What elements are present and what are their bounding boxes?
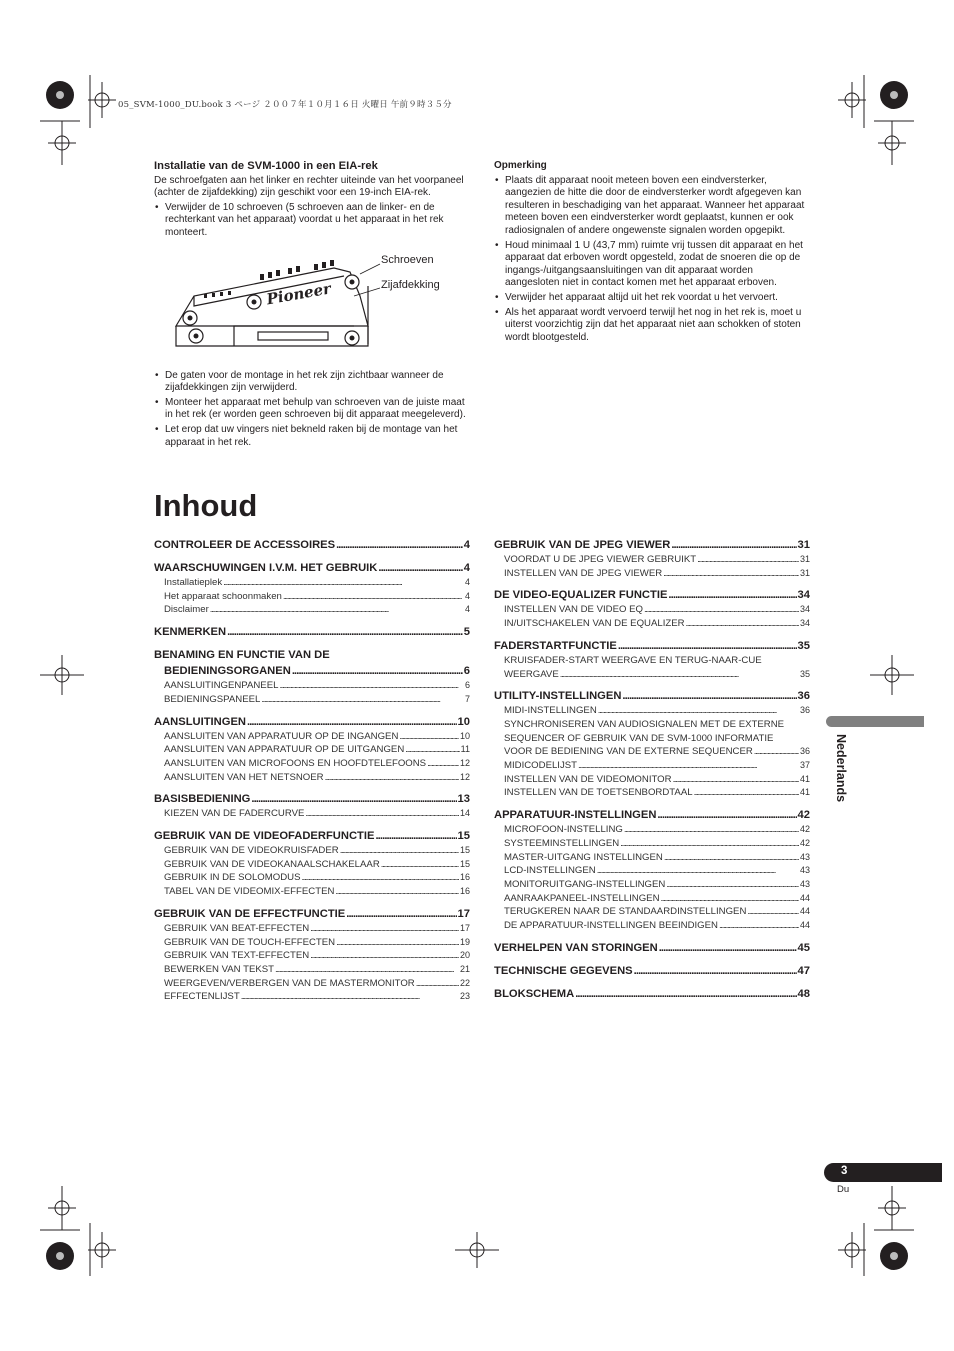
toc-leader <box>405 743 459 757</box>
toc-chapter <box>494 638 810 654</box>
toc-leader <box>325 771 459 785</box>
toc-chapter <box>154 537 470 553</box>
side-tab-label: Nederlands <box>834 734 848 803</box>
toc-leader <box>657 807 796 823</box>
toc-leader <box>346 906 456 922</box>
toc-subsection <box>494 759 810 773</box>
toc-page-number: 35 <box>797 639 810 652</box>
toc-subsection <box>154 885 470 899</box>
toc-subsection <box>154 858 470 872</box>
toc-group <box>494 638 810 681</box>
toc-subsection <box>154 922 470 936</box>
toc-entry-title: INSTELLEN VAN DE VIDEOMONITOR <box>504 773 672 785</box>
toc-entry-title: BEWERKEN VAN TEKST <box>164 963 274 975</box>
toc-leader <box>754 745 799 759</box>
toc-entry-title: INSTELLEN VAN DE TOETSENBORDTAAL <box>504 787 693 799</box>
toc-leader <box>673 773 799 787</box>
toc-page-number: 36 <box>799 746 810 757</box>
toc-leader <box>261 693 464 707</box>
toc-entry-title: Installatieplek <box>164 577 223 588</box>
toc-leader <box>668 587 796 603</box>
toc-page-number: 45 <box>797 941 810 954</box>
toc-entry-title: GEBRUIK VAN BEAT-EFFECTEN <box>164 922 310 934</box>
toc-subsection-line: SYNCHRONISEREN VAN AUDIOSIGNALEN MET DE EXTERNE <box>504 718 785 730</box>
toc-subsection <box>494 786 810 800</box>
toc-page-number: 7 <box>464 693 470 704</box>
toc-subsection <box>494 773 810 787</box>
toc-chapter <box>154 663 470 679</box>
toc-page-number: 34 <box>797 589 810 602</box>
toc-subsection <box>494 864 810 878</box>
toc-entry-title: BLOKSCHEMA <box>494 987 575 1000</box>
toc-subsection <box>154 936 470 950</box>
toc-page-number: 4 <box>463 539 470 551</box>
toc-subsection <box>154 603 470 617</box>
toc-leader <box>275 963 459 977</box>
toc-page-number: 16 <box>459 872 470 883</box>
label-screws: Schroeven <box>381 253 434 266</box>
toc-page-number: 21 <box>459 963 470 974</box>
toc-leader <box>247 714 457 730</box>
toc-leader <box>697 553 799 567</box>
toc-leader <box>336 537 463 553</box>
toc-page-number: 23 <box>459 991 470 1002</box>
toc-entry-title: MASTER-UITGANG INSTELLINGEN <box>504 851 663 863</box>
toc-chapter <box>494 688 810 704</box>
toc-leader <box>223 576 464 590</box>
toc-page-number: 44 <box>799 920 810 931</box>
toc-page-number: 4 <box>464 604 470 615</box>
toc-page-number: 12 <box>459 757 470 768</box>
device-illustration <box>154 246 470 364</box>
toc-entry-title: WEERGEVEN/VERBERGEN VAN DE MASTERMONITOR <box>164 977 415 989</box>
toc-group <box>494 688 810 800</box>
toc-page-number: 13 <box>457 793 470 806</box>
toc-subsection <box>154 844 470 858</box>
toc-entry-title: VOOR DE BEDIENING VAN DE EXTERNE SEQUENCER <box>504 746 753 758</box>
toc-title: Inhoud <box>154 488 258 523</box>
toc-subsection <box>154 771 470 785</box>
toc-leader <box>375 828 456 844</box>
toc-leader <box>686 617 799 631</box>
toc-page-number: 42 <box>799 824 810 835</box>
install-bullets-top <box>154 202 470 240</box>
toc-leader <box>399 730 459 744</box>
toc-page-number: 31 <box>799 554 810 564</box>
toc-page-number: 36 <box>797 690 810 703</box>
toc-subsection <box>494 603 810 617</box>
toc-chapter <box>154 560 470 576</box>
toc-subsection <box>154 730 470 744</box>
toc-subsection <box>494 905 810 919</box>
toc-chapter <box>154 624 470 640</box>
toc-entry-title: GEBRUIK VAN DE VIDEOKANAALSCHAKELAAR <box>164 858 380 870</box>
toc-entry-title: IN/UITSCHAKELEN VAN DE EQUALIZER <box>504 618 685 630</box>
toc-entry-title: GEBRUIK IN DE SOLOMODUS <box>164 872 301 884</box>
toc-subsection <box>494 892 810 906</box>
toc-entry-title: BASISBEDIENING <box>154 793 251 806</box>
toc-subsection <box>494 919 810 933</box>
toc-entry-title: TERUGKEREN NAAR DE STANDAARDINSTELLINGEN <box>504 906 747 918</box>
toc-leader <box>378 560 462 576</box>
toc-subsection <box>154 679 470 693</box>
toc-leader <box>279 679 464 693</box>
toc-subsection <box>494 567 810 581</box>
toc-leader <box>283 590 464 604</box>
toc-entry-title: DE APPARATUUR-INSTELLINGEN BEEINDIGEN <box>504 920 718 932</box>
toc-page-number: 17 <box>457 907 470 920</box>
toc-group <box>154 714 470 785</box>
toc-subsection <box>494 823 810 837</box>
toc-leader <box>251 791 456 807</box>
toc-leader <box>560 668 799 682</box>
toc-entry-title: MICROFOON-INSTELLING <box>504 824 623 836</box>
toc-page-number: 11 <box>460 744 470 755</box>
toc-page-number: 42 <box>797 809 810 822</box>
toc-subsection <box>154 963 470 977</box>
toc-chapter <box>494 940 810 956</box>
page-number-badge <box>824 1163 942 1182</box>
toc-group <box>154 906 470 1004</box>
toc-leader <box>335 885 459 899</box>
toc-entry-title: BEDIENINGSPANEEL <box>164 693 261 705</box>
toc-chapter-heading: BENAMING EN FUNCTIE VAN DE <box>154 649 330 662</box>
toc-subsection <box>494 553 810 567</box>
toc-page-number: 44 <box>799 892 810 903</box>
toc-entry-title: GEBRUIK VAN DE JPEG VIEWER <box>494 539 671 551</box>
install-section <box>154 160 470 451</box>
toc-entry-title: Disclaimer <box>164 604 209 616</box>
toc-subsection <box>154 990 470 1004</box>
toc-entry-title: FADERSTARTFUNCTIE <box>494 639 617 652</box>
toc-chapter <box>494 587 810 603</box>
toc-subsection-line: KRUISFADER-START WEERGAVE EN TERUG-NAAR-CUE <box>504 654 762 666</box>
toc-right-column <box>494 537 810 1009</box>
toc-leader <box>666 878 799 892</box>
toc-entry-title: KIEZEN VAN DE FADERCURVE <box>164 808 305 820</box>
toc-group <box>154 828 470 899</box>
toc-page-number: 4 <box>463 562 470 574</box>
toc-page-number: 6 <box>463 665 470 678</box>
install-bullet: • Verwijder de 10 schroeven (5 schroeven aan de linker- en de rechterkant van het apparaat) voordat u het apparaat in het rek monteert. <box>154 202 470 240</box>
toc-chapter <box>494 807 810 823</box>
toc-page-number: 19 <box>459 936 470 947</box>
toc-page-number: 37 <box>799 760 810 771</box>
toc-leader <box>622 688 796 704</box>
toc-page-number: 34 <box>799 604 810 615</box>
toc-page-number: 14 <box>459 808 470 819</box>
install-bullet: • Monteer het apparaat met behulp van schroeven van de juiste maat in het rek (er worden geen schroeven bij dit apparaat meegeleverd). <box>154 397 470 422</box>
toc-page-number: 36 <box>799 705 810 716</box>
toc-subsection <box>494 837 810 851</box>
toc-page-number: 4 <box>464 590 470 601</box>
language-code: Du <box>837 1184 850 1195</box>
note-item: • Houd minimaal 1 U (43,7 mm) ruimte vrij tussen dit apparaat en het apparaat dat erboven wordt opgesteld, zodat de snoeren die op de ingangs-/uitgangsaansluitingen van dit apparaat worden aangesloten niet in contact komen met het apparaat erboven. <box>494 240 810 290</box>
note-item: • Verwijder het apparaat altijd uit het rek voordat u het vervoert. <box>494 292 810 305</box>
toc-leader <box>634 963 797 979</box>
toc-leader <box>292 663 463 679</box>
toc-group <box>154 624 470 640</box>
toc-group <box>154 537 470 553</box>
toc-group <box>494 807 810 933</box>
toc-page-number: 43 <box>799 878 810 889</box>
toc-entry-title: LCD-INSTELLINGEN <box>504 865 596 877</box>
toc-page-number: 31 <box>797 539 810 551</box>
toc-page-number: 12 <box>459 771 470 782</box>
toc-group <box>154 560 470 617</box>
toc-group <box>494 587 810 630</box>
toc-entry-title: SYSTEEMINSTELLINGEN <box>504 837 620 849</box>
toc-page-number: 35 <box>799 668 810 679</box>
note-section <box>494 160 810 346</box>
toc-subsection <box>154 576 470 590</box>
toc-leader <box>575 986 796 1002</box>
toc-page-number: 22 <box>459 977 470 988</box>
toc-entry-title: GEBRUIK VAN DE EFFECTFUNCTIE <box>154 907 346 920</box>
toc-leader <box>241 990 459 1004</box>
toc-entry-title: MONITORUITGANG-INSTELLINGEN <box>504 878 666 890</box>
install-bullets-bottom <box>154 370 470 450</box>
toc-leader <box>381 858 459 872</box>
toc-entry-title: VERHELPEN VAN STORINGEN <box>494 941 658 954</box>
toc-page-number: 41 <box>799 773 810 784</box>
toc-subsection <box>154 949 470 963</box>
toc-leader <box>624 823 799 837</box>
toc-subsection <box>154 807 470 821</box>
toc-group <box>494 940 810 956</box>
install-bullet: • De gaten voor de montage in het rek zijn zichtbaar wanneer de zijafdekkingen zijn verwijderd. <box>154 370 470 395</box>
toc-page-number: 34 <box>799 618 810 629</box>
toc-entry-title: KENMERKEN <box>154 626 227 639</box>
toc-subsection <box>494 668 810 682</box>
toc-page-number: 31 <box>799 567 810 578</box>
toc-entry-title: VOORDAT U DE JPEG VIEWER GEBRUIKT <box>504 554 697 565</box>
toc-leader <box>301 871 459 885</box>
toc-leader <box>427 757 459 771</box>
toc-entry-title: AANSLUITEN VAN APPARATUUR OP DE INGANGEN <box>164 730 399 742</box>
install-bullet: • Let erop dat uw vingers niet bekneld raken bij de montage van het apparaat in het rek. <box>154 424 470 449</box>
toc-leader <box>620 837 799 851</box>
install-intro: De schroefgaten aan het linker en rechter uiteinde van het voorpaneel (achter de zijafdekking) zijn geschikt voor een 19-inch EIA-rek. <box>154 174 464 199</box>
toc-group <box>494 537 810 580</box>
toc-chapter <box>154 906 470 922</box>
toc-leader <box>578 759 799 773</box>
toc-entry-title: EFFECTENLIJST <box>164 991 240 1003</box>
toc-leader <box>618 638 797 654</box>
toc-entry-title: BEDIENINGSORGANEN <box>164 665 291 678</box>
toc-leader <box>719 919 799 933</box>
install-title: Installatie van de SVM-1000 in een EIA-rek <box>154 160 378 172</box>
toc-page-number: 4 <box>464 577 470 587</box>
toc-leader <box>416 977 459 991</box>
print-file-info: 05_SVM-1000_DU.book 3 ページ ２００７年１０月１６日 火曜日 午前９時３５分 <box>118 100 452 110</box>
toc-subsection <box>154 871 470 885</box>
toc-entry-title: TECHNISCHE GEGEVENS <box>494 964 633 977</box>
toc-leader <box>336 936 459 950</box>
toc-page-number: 47 <box>797 964 810 977</box>
toc-leader <box>644 603 799 617</box>
toc-group <box>494 986 810 1002</box>
toc-subsection <box>154 757 470 771</box>
toc-page-number: 6 <box>464 680 470 691</box>
side-tab-bar <box>826 716 924 727</box>
toc-entry-title: APPARATUUR-INSTELLINGEN <box>494 809 657 822</box>
toc-entry-title: GEBRUIK VAN DE TOUCH-EFFECTEN <box>164 936 336 948</box>
note-item: • Plaats dit apparaat nooit meteen boven een eindversterker, aangezien de hitte die door de eindversterker wordt afgegeven kan resulteren in beschadiging van het apparaat. Wanneer het apparaat meteen boven een eindversterker wordt geplaatst, kunnen er ook radiosignalen of andere ongewenste signalen worden opgepikt. <box>494 175 810 238</box>
toc-entry-title: AANSLUITEN VAN APPARATUUR OP DE UITGANGEN <box>164 744 405 756</box>
toc-subsection-line: SEQUENCER OF GEBRUIK VAN DE SVM-1000 INFORMATIE <box>504 732 774 744</box>
toc-entry-title: MIDICODELIJST <box>504 760 578 772</box>
toc-page-number: 15 <box>459 858 470 869</box>
toc-subsection <box>494 851 810 865</box>
toc-leader <box>598 704 799 718</box>
toc-group <box>154 647 470 706</box>
note-item: • Als het apparaat wordt vervoerd terwijl het nog in het rek is, moet u uiterst voorzichtig zijn dat het apparaat niet aan schokken of stoten wordt blootgesteld. <box>494 307 810 345</box>
toc-entry-title: WAARSCHUWINGEN I.V.M. HET GEBRUIK <box>154 562 378 574</box>
toc-leader <box>227 624 463 640</box>
side-tab-language <box>826 732 856 852</box>
pioneer-logo: Pioneer <box>265 279 333 309</box>
toc-page-number: 20 <box>459 950 470 961</box>
note-bullets <box>494 175 810 345</box>
toc-leader <box>310 949 459 963</box>
toc-entry-title: GEBRUIK VAN TEXT-EFFECTEN <box>164 950 310 962</box>
toc-entry-title: Het apparaat schoonmaken <box>164 590 282 602</box>
toc-page-number: 43 <box>799 865 810 876</box>
toc-leader <box>597 864 799 878</box>
toc-leader <box>310 922 459 936</box>
toc-leader <box>340 844 459 858</box>
toc-subsection <box>494 878 810 892</box>
page-number: 3 <box>841 1165 848 1177</box>
toc-subsection <box>494 617 810 631</box>
toc-page-number: 44 <box>799 906 810 917</box>
toc-entry-title: AANSLUITINGEN <box>154 715 246 728</box>
toc-chapter <box>154 828 470 844</box>
toc-entry-title: AANRAAKPANEEL-INSTELLINGEN <box>504 892 660 904</box>
toc-subsection <box>154 590 470 604</box>
toc-group <box>494 963 810 979</box>
toc-entry-title: CONTROLEER DE ACCESSOIRES <box>154 539 336 551</box>
toc-leader <box>663 567 799 581</box>
toc-entry-title: TABEL VAN DE VIDEOMIX-EFFECTEN <box>164 886 335 898</box>
toc-page-number: 41 <box>799 787 810 798</box>
toc-leader <box>747 905 799 919</box>
toc-chapter <box>494 963 810 979</box>
toc-page-number: 10 <box>459 730 470 741</box>
toc-page-number: 17 <box>459 922 470 933</box>
toc-page-number: 10 <box>457 715 470 728</box>
toc-entry-title: WEERGAVE <box>504 668 559 680</box>
toc-leader <box>671 537 796 553</box>
toc-entry-title: DE VIDEO-EQUALIZER FUNCTIE <box>494 589 668 602</box>
toc-entry-title: AANSLUITEN VAN MICROFOONS EN HOOFDTELEFOONS <box>164 757 427 769</box>
toc-leader <box>661 892 799 906</box>
toc-entry-title: AANSLUITINGENPANEEL <box>164 680 279 692</box>
toc-page-number: 43 <box>799 851 810 862</box>
toc-leader <box>210 603 464 617</box>
toc-entry-title: AANSLUITEN VAN HET NETSNOER <box>164 771 324 783</box>
toc-page-number: 5 <box>463 626 470 639</box>
toc-leader <box>659 940 797 956</box>
toc-entry-title: INSTELLEN VAN DE VIDEO EQ <box>504 604 643 616</box>
toc-chapter <box>154 791 470 807</box>
toc-leader <box>305 807 459 821</box>
toc-page-number: 15 <box>457 830 470 843</box>
toc-page-number: 15 <box>459 845 470 856</box>
toc-leader <box>694 786 799 800</box>
toc-entry-title: MIDI-INSTELLINGEN <box>504 705 597 717</box>
toc-chapter <box>154 714 470 730</box>
toc-subsection <box>154 743 470 757</box>
toc-page-number: 42 <box>799 837 810 848</box>
toc-subsection <box>154 693 470 707</box>
note-title: Opmerking <box>494 160 547 171</box>
toc-page-number: 16 <box>459 886 470 897</box>
toc-entry-title: GEBRUIK VAN DE VIDEOFADERFUNCTIE <box>154 830 375 843</box>
toc-subsection <box>154 977 470 991</box>
toc-entry-title: GEBRUIK VAN DE VIDEOKRUISFADER <box>164 845 339 857</box>
label-side-cover: Zijafdekking <box>381 278 440 291</box>
toc-chapter <box>494 986 810 1002</box>
toc-chapter <box>494 537 810 553</box>
toc-left-column <box>154 537 470 1011</box>
toc-entry-title: UTILITY-INSTELLINGEN <box>494 690 622 703</box>
toc-subsection <box>494 704 810 718</box>
toc-entry-title: INSTELLEN VAN DE JPEG VIEWER <box>504 567 663 579</box>
toc-group <box>154 791 470 821</box>
toc-leader <box>664 851 799 865</box>
toc-subsection <box>494 745 810 759</box>
toc-page-number: 48 <box>797 987 810 1000</box>
